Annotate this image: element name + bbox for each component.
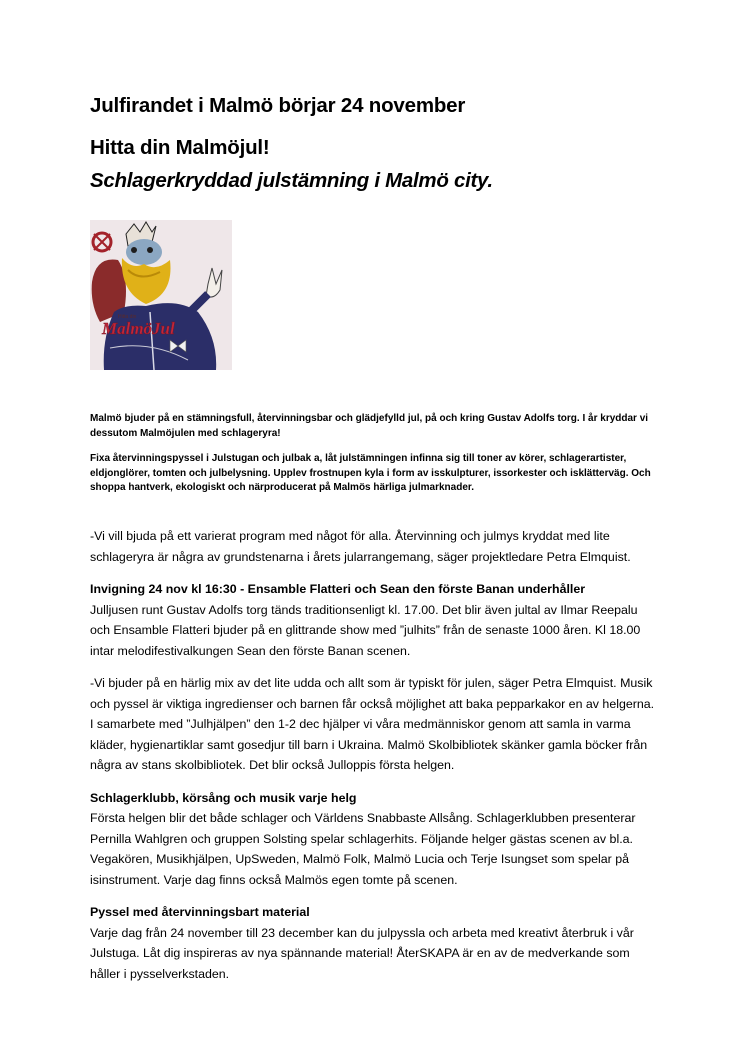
section-heading: Schlagerklubb, körsång och musik varje helg xyxy=(90,790,357,805)
section-heading: Pyssel med återvinningsbart material xyxy=(90,905,310,919)
document-subtitle: Hitta din Malmöjul! xyxy=(90,136,270,159)
section-paragraph: Julljusen runt Gustav Adolfs torg tänds traditionsenligt kl. 17.00. Det blir även jultal av Ilmar Reepalu och Ensamble Flatteri bjuder på en glittrande show med ”julhits” från de senaste 1000 åren. Kl 18.00 intar melodifestivalkungen Sean den förste Banan scenen. xyxy=(90,602,641,658)
section-paragraph: Första helgen blir det både schlager och Världens Snabbaste Allsång. Schlagerklubben presenterar Pernilla Wahlgren och gruppen Solsting spelar schlagerhits. Följande helger gästas scenen av bl.a. Vegakören, Musikhjälpen, UpSweden, Malmö Folk, Malmö Lucia och Terje Isungset som spelar på isinstrument. Varje dag finns också Malmös egen tomte på scenen. xyxy=(90,811,636,887)
section-heading: Invigning 24 nov kl 16:30 - Ensamble Flatteri och Sean den förste Banan underhåller xyxy=(90,582,586,596)
logo-small-text: Hitta din xyxy=(118,314,137,320)
article-body xyxy=(90,526,660,996)
lead-section xyxy=(90,412,658,507)
quote-paragraph: -Vi bjuder på en härlig mix av det lite udda och allt som är typiskt för julen, säger Petra Elmquist. Musik och pyssel är viktiga ingredienser och barnen får också möjlighet att baka pepparkakor en av helgerna. I samarbete med ”Julhjälpen” den 1-2 dec hjälper vi våra medmänniskor genom att samla in varma kläder, hygienartiklar samt gosedjur till barn i Ukraina. Malmö Skolbibliotek skänker gamla böcker från några av stans skolbibliotek. Det blir också Julloppis första helgen. xyxy=(90,676,655,772)
document-page xyxy=(90,93,660,981)
section-paragraph: Varje dag från 24 november till 23 december kan du julpyssla och arbeta med kreativt återbruk i vår Julstuga. Låt dig inspireras av nya spännande material! ÅterSKAPA är en av de medverkande som håller i pysselverkstaden. xyxy=(90,925,634,981)
document-title: Julfirandet i Malmö börjar 24 november xyxy=(90,94,466,117)
document-tagline: Schlagerkryddad julstämning i Malmö city. xyxy=(90,169,493,192)
logo-text: MalmöJul xyxy=(102,319,175,338)
malmojul-poster-image xyxy=(90,220,232,370)
quote-paragraph: -Vi vill bjuda på ett varierat program med något för alla. Återvinning och julmys kryddat med lite schlageryra är några av grundstenarna i årets jularrangemang, säger projektledare Petra Elmquist. xyxy=(90,529,631,564)
lead-paragraph: Fixa återvinningspyssel i Julstugan och julbak a, låt julstämningen infinna sig till toner av körer, schlagerartister, eldjonglörer, tomten och julbelysning. Upplev frostnupen kyla i form av isskulpturer, issorkester och isklätterväg. Och shoppa hantverk, ekologiskt och närproducerat på Malmös härliga julmarknader. xyxy=(90,453,651,494)
lead-paragraph: Malmö bjuder på en stämningsfull, återvinningsbar och glädjefylld jul, på och kring Gustav Adolfs torg. I år kryddar vi dessutom Malmöjulen med schlageryra! xyxy=(90,413,649,439)
